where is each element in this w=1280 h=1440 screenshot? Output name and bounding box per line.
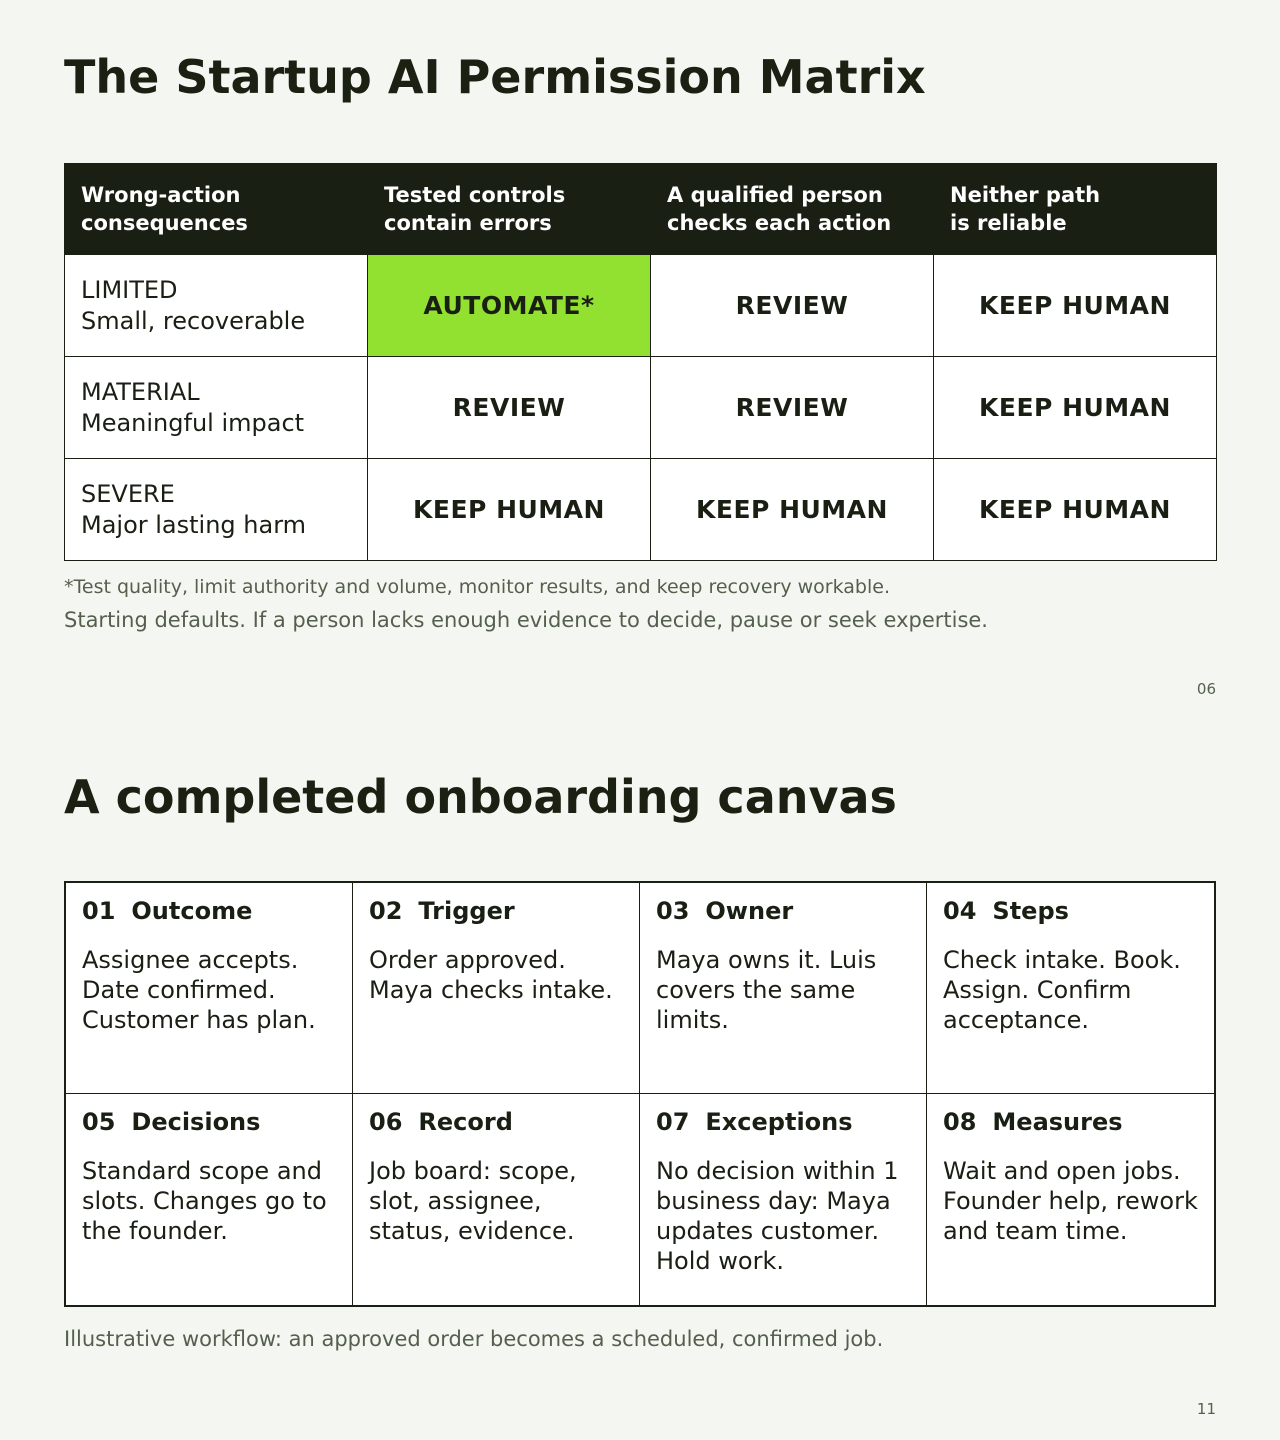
- box-number: 01: [82, 897, 116, 925]
- row-level: SEVERE: [81, 479, 175, 508]
- header-line: checks each action: [667, 211, 892, 235]
- box-heading: [369, 1108, 623, 1136]
- header-line: contain errors: [384, 211, 552, 235]
- header-line: Wrong-action: [81, 183, 241, 207]
- box-heading: [82, 1108, 336, 1136]
- header-qualified-person: [651, 164, 934, 255]
- box-text: Order approved. Maya checks intake.: [369, 946, 613, 1004]
- header-line: is reliable: [950, 211, 1067, 235]
- box-heading: [656, 1108, 910, 1136]
- slide-title: A completed onboarding canvas: [64, 770, 897, 824]
- canvas-box-trigger: [353, 883, 640, 1094]
- canvas-box-measures: [927, 1094, 1214, 1305]
- box-number: 07: [656, 1108, 690, 1136]
- header-tested-controls: [368, 164, 651, 255]
- onboarding-canvas-grid: [64, 881, 1216, 1307]
- box-text: Job board: scope, slot, assignee, status, evidence.: [369, 1157, 577, 1245]
- row-level: MATERIAL: [81, 377, 200, 406]
- slide-title: The Startup AI Permission Matrix: [64, 50, 926, 104]
- box-heading: [943, 1108, 1198, 1136]
- header-line: A qualified person: [667, 183, 883, 207]
- box-label: Trigger: [418, 897, 515, 925]
- matrix-row-material: [65, 357, 1217, 459]
- canvas-box-record: [353, 1094, 640, 1305]
- slide-permission-matrix: [64, 0, 1216, 720]
- footnote: *Test quality, limit authority and volume, monitor results, and keep recovery workable.: [64, 576, 890, 598]
- matrix-header-row: [65, 164, 1217, 255]
- matrix-cell: REVIEW: [651, 357, 934, 459]
- box-heading: [82, 897, 336, 925]
- matrix-cell: KEEP HUMAN: [651, 459, 934, 561]
- row-label: [65, 255, 368, 357]
- box-text: Wait and open jobs. Founder help, rework and team time.: [943, 1157, 1198, 1245]
- matrix-cell: KEEP HUMAN: [368, 459, 651, 561]
- row-desc: Major lasting harm: [81, 510, 307, 539]
- defaults-note: Starting defaults. If a person lacks enough evidence to decide, pause or seek expertise.: [64, 608, 988, 632]
- header-neither-path: [934, 164, 1217, 255]
- box-heading: [943, 897, 1198, 925]
- header-line: consequences: [81, 211, 248, 235]
- page-number: 11: [1196, 1400, 1216, 1418]
- box-label: Steps: [992, 897, 1069, 925]
- row-desc: Small, recoverable: [81, 306, 306, 335]
- matrix-cell: REVIEW: [651, 255, 934, 357]
- box-label: Exceptions: [705, 1108, 853, 1136]
- slide-onboarding-canvas: [64, 720, 1216, 1440]
- box-label: Outcome: [131, 897, 253, 925]
- canvas-box-steps: [927, 883, 1214, 1094]
- box-text: Assignee accepts. Date confirmed. Customer has plan.: [82, 946, 316, 1034]
- box-number: 08: [943, 1108, 977, 1136]
- matrix-row-limited: [65, 255, 1217, 357]
- canvas-box-decisions: [66, 1094, 353, 1305]
- header-consequences: [65, 164, 368, 255]
- box-label: Measures: [992, 1108, 1123, 1136]
- row-label: [65, 357, 368, 459]
- matrix-cell: KEEP HUMAN: [934, 357, 1217, 459]
- canvas-box-exceptions: [640, 1094, 927, 1305]
- canvas-caption: Illustrative workflow: an approved order becomes a scheduled, confirmed job.: [64, 1327, 884, 1351]
- row-label: [65, 459, 368, 561]
- header-line: Tested controls: [384, 183, 566, 207]
- box-heading: [369, 897, 623, 925]
- matrix-cell: KEEP HUMAN: [934, 255, 1217, 357]
- box-number: 05: [82, 1108, 116, 1136]
- matrix-cell: REVIEW: [368, 357, 651, 459]
- box-number: 02: [369, 897, 403, 925]
- box-number: 04: [943, 897, 977, 925]
- header-line: Neither path: [950, 183, 1101, 207]
- box-text: No decision within 1 business day: Maya updates customer. Hold work.: [656, 1157, 899, 1275]
- matrix-cell: KEEP HUMAN: [934, 459, 1217, 561]
- canvas-box-outcome: [66, 883, 353, 1094]
- matrix-row-severe: [65, 459, 1217, 561]
- permission-matrix-table: [64, 163, 1217, 561]
- canvas-box-owner: [640, 883, 927, 1094]
- box-heading: [656, 897, 910, 925]
- row-level: LIMITED: [81, 275, 178, 304]
- box-text: Maya owns it. Luis covers the same limits.: [656, 946, 877, 1034]
- box-label: Owner: [705, 897, 794, 925]
- box-label: Decisions: [131, 1108, 261, 1136]
- box-number: 06: [369, 1108, 403, 1136]
- box-text: Standard scope and slots. Changes go to the founder.: [82, 1157, 327, 1245]
- matrix-cell-automate: AUTOMATE*: [368, 255, 651, 357]
- row-desc: Meaningful impact: [81, 408, 305, 437]
- box-text: Check intake. Book. Assign. Confirm acceptance.: [943, 946, 1181, 1034]
- page-number: 06: [1196, 680, 1216, 698]
- box-label: Record: [418, 1108, 513, 1136]
- box-number: 03: [656, 897, 690, 925]
